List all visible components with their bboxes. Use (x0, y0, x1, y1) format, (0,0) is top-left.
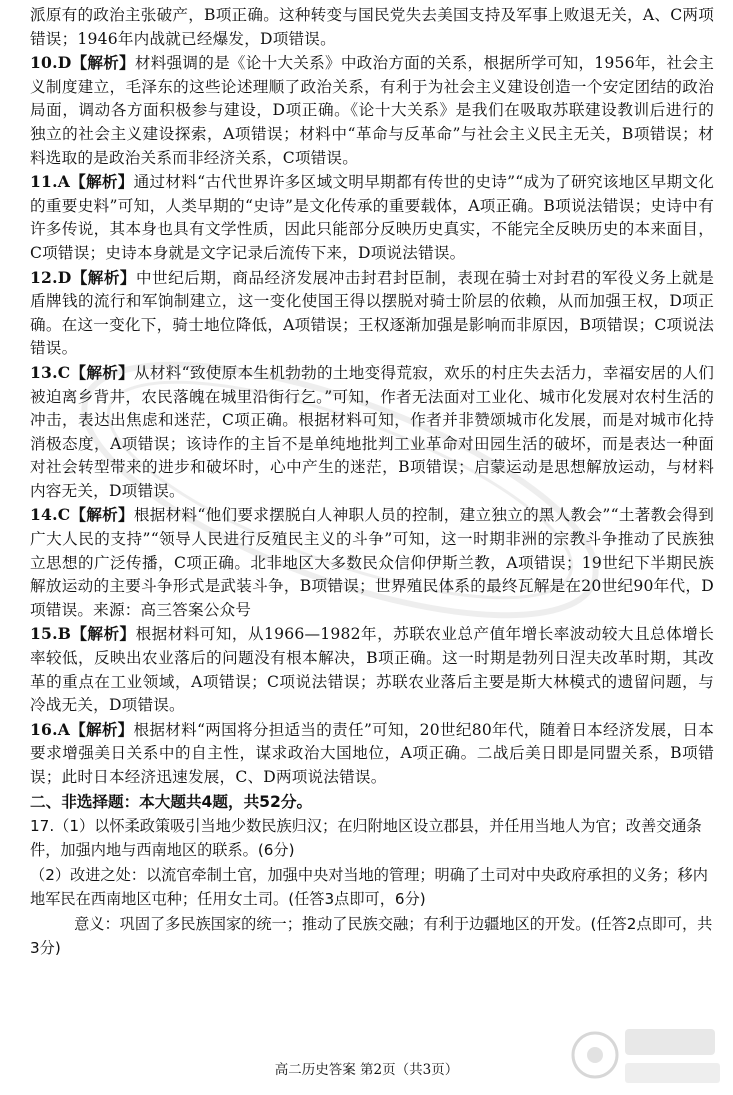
page-footer: 高二历史答案 第2页（共3页） (274, 1062, 459, 1078)
section-title: 二、非选择题：本大题共4题，共52分。 (30, 792, 313, 811)
answer-label: 15.B【解析】 (30, 624, 136, 644)
answer-label: 11.A【解析】 (30, 172, 134, 192)
answer-label: 12.D【解析】 (30, 267, 136, 287)
answer-q17-part1: 17.（1）以怀柔政策吸引当地少数民族归汉；在归附地区设立郡县，并任用当地人为官；改善交通条件，加强内地与西南地区的联系。(6分) (30, 816, 702, 860)
answer-label: 13.C【解析】 (30, 362, 134, 382)
answer-label: 10.D【解析】 (30, 53, 135, 73)
answer-text: 根据材料可知，从1966—1982年，苏联农业总产值年增长率波动较大且总体增长率较低，反映出农业落后的问题没有根本解决，B项正确。这一时期是勃列日涅夫改革时期，其改革的重点在工业领域，A项错误；C项说法错误；苏联农业落后主要是斯大林模式的遗留问题，与冷战无关，D项错误。 (30, 625, 714, 715)
answer-text: 材料强调的是《论十大关系》中政治方面的关系，根据所学可知，1956年，社会主义制度建立，毛泽东的这些论述理顺了政治关系，有利于为社会主义建设创造一个安定团结的政治局面，调动各方面积极参与建设，D项正确。《论十大关系》是我们在吸取苏联建设教训后进行的独立的社会主义建设探索，A项错误；材料中“革命与反革命”与社会主义民主无关，B项错误；材料选取的是政治关系而非经济关系，C项错误。 (30, 54, 714, 167)
answer-q17-significance: 意义：巩固了多民族国家的统一；推动了民族交融；有利于边疆地区的开发。(任答2点即可，共3分) (30, 914, 713, 958)
answer-text: 根据材料“两国将分担适当的责任”可知，20世纪80年代，随着日本经济发展，日本要求增强美日关系中的自主性，谋求政治大国地位，A项正确。二战后美日即是同盟关系，B项错误；此时日本经济迅速发展，C、D两项说法错误。 (30, 720, 714, 786)
answer-q10 (30, 51, 714, 170)
answer-q11 (30, 170, 714, 265)
answer-q15 (30, 622, 714, 717)
answer-text: 根据材料“他们要求摆脱白人神职人员的控制，建立独立的黑人教会”“土著教会得到广大人民的支持”“领导人民进行反殖民主义的斗争”可知，这一时期非洲的宗教斗争推动了民族独立思想的广泛传播，C项正确。北非地区大多数民众信仰伊斯兰教，A项错误；19世纪下半期民族解放运动的主要斗争形式是武装斗争，B项错误；世界殖民体系的最终瓦解是在20世纪90年代，D项错误。来源：高三答案公众号 (30, 506, 714, 619)
answer-label: 14.C【解析】 (30, 505, 134, 525)
answer-text: 中世纪后期，商品经济发展冲击封君封臣制，表现在骑士对封君的军役义务上就是盾牌钱的流行和军饷制建立，这一变化使国王得以摆脱对骑士阶层的依赖，从而加强王权，D项正确。在这一变化下，骑士地位降低，A项错误；王权逐渐加强是影响而非原因，B项错误；C项说法错误。 (30, 268, 714, 358)
answer-text: 通过材料“古代世界许多区域文明早期都有传世的史诗”“成为了研究该地区早期文化的重要史料”可知，人类早期的“史诗”是文化传承的重要载体，A项正确。B项说法错误；史诗中有许多传说，其本身也具有文学性质，因此只能部分反映历史真实，不能完全反映历史的本来面目，C项错误；史诗本身就是文字记录后流传下来，D项说法错误。 (30, 173, 714, 262)
paragraph-continued: 派原有的政治主张破产，B项正确。这种转变与国民党失去美国支持及军事上败退无关，A、C两项错误；1946年内战就已经爆发，D项错误。 (30, 6, 714, 48)
watermark-logo (555, 1015, 730, 1093)
answer-q17-part2: （2）改进之处：以流官牵制土官，加强中央对当地的管理；明确了土司对中央政府承担的义务；移内地军民在西南地区屯种；任用女土司。(任答3点即可，6分) (30, 865, 708, 909)
answer-text: 从材料“致使原本生机勃勃的土地变得荒寂，欢乐的村庄失去活力，幸福安居的人们被迫离乡背井，农民落魄在城里沿街行乞。”可知，作者无法面对工业化、城市化发展对农村生活的冲击，表达出焦虑和迷茫，C项正确。根据材料可知，作者并非赞颂城市化发展，而是对城市化持消极态度，A项错误；该诗作的主旨不是单纯地批判工业革命对田园生活的破坏，而是表达一种面对社会转型带来的进步和破坏时，心中产生的迷茫，B项错误；启蒙运动是思想解放运动，与材料内容无关，D项错误。 (30, 363, 715, 500)
answer-q16 (30, 718, 714, 790)
answer-label: 16.A【解析】 (30, 719, 134, 739)
